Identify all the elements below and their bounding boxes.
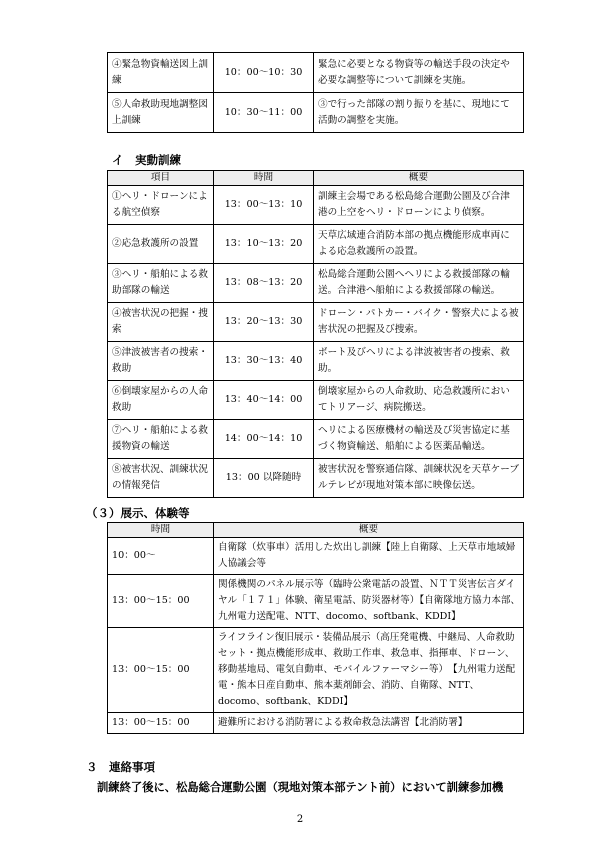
table-row [108,342,524,381]
section-contact-heading: ３ 連絡事項 [86,760,155,774]
table-row [108,538,524,575]
column-header-time: 時間 [214,171,314,186]
row-item: ⑤津波被害者の捜索・救助 [108,342,214,381]
row-summary: 自衛隊（炊事車）活用した炊出し訓練【陸上自衛隊、上天草市地域婦人協議会等 [214,538,524,575]
row-time: 13：00～15：00 [108,575,214,628]
row-time: 10：00～10：30 [214,53,314,93]
row-item: ⑦ヘリ・船舶による救援物資の輸送 [108,420,214,459]
row-time: 13：10～13：20 [214,225,314,264]
row-item: ②応急救護所の設置 [108,225,214,264]
table-row [108,381,524,420]
table-row [108,713,524,734]
row-summary: 松島総合運動公園へヘリによる救援部隊の輸送。合津港へ船舶による救援部隊の輸送。 [314,264,524,303]
contact-paragraph: 訓練終了後に、松島総合運動公園（現地対策本部テント前）において訓練参加機 [97,781,504,794]
table-row [108,225,524,264]
row-item: ⑧被害状況、訓練状況の情報発信 [108,459,214,498]
row-time: 13：00～15：00 [108,628,214,713]
row-summary: 緊急に必要となる物資等の輸送手段の決定や必要な調整等について訓練を実施。 [314,53,524,93]
table-row [108,93,524,133]
row-summary: ヘリによる医療機材の輸送及び災害協定に基づく物資輸送、船舶による医薬品輸送。 [314,420,524,459]
column-header-item: 項目 [108,171,214,186]
page-number: 2 [296,814,304,825]
row-time: 13：40～14：00 [214,381,314,420]
row-item: ⑤人命救助現地調整図上訓練 [108,93,214,133]
row-time: 13：00 以降随時 [214,459,314,498]
column-header-summary: 概要 [314,171,524,186]
row-time: 13：00～13：10 [214,186,314,225]
row-time: 13：00～15：00 [108,713,214,734]
row-time: 13：08～13：20 [214,264,314,303]
row-summary: 天草広域連合消防本部の拠点機能形成車両による応急救護所の設置。 [314,225,524,264]
table-row [108,459,524,498]
section-i-heading: イ 実動訓練 [112,153,181,167]
table-row [108,628,524,713]
row-summary: 訓練主会場である松島総合運動公園及び合津港の上空をヘリ・ドローンにより偵察。 [314,186,524,225]
table-row [108,303,524,342]
table-row [108,420,524,459]
exhibition-table [107,522,524,734]
row-time: 13：20～13：30 [214,303,314,342]
row-time: 10：00～ [108,538,214,575]
table-row [108,264,524,303]
row-time: 10：30～11：00 [214,93,314,133]
table-row [108,575,524,628]
row-summary: 被害状況を警察通信隊、訓練状況を天草ケーブルテレビが現地対策本部に映像伝送。 [314,459,524,498]
row-time: 14：00～14：10 [214,420,314,459]
row-summary: ドローン・パトカー・バイク・警察犬による被害状況の把握及び捜索。 [314,303,524,342]
row-item: ⑥倒壊家屋からの人命救助 [108,381,214,420]
table-row [108,186,524,225]
column-header-time: 時間 [108,523,214,538]
row-summary: ボート及びヘリによる津波被害者の捜索、救助。 [314,342,524,381]
table-row [108,53,524,93]
row-time: 13：30～13：40 [214,342,314,381]
row-summary: ライフライン復旧展示・装備品展示（高圧発電機、中継局、人命救助セット・拠点機能形成車、救助工作車、救急車、指揮車、ドローン、移動基地局、電気自動車、モバイルファーマシー等） 【九州電力送配電・熊本日産自動車、熊本薬剤師会、消防、自衛隊、NTT、docomo、softbank、KDDI】 [214,628,524,713]
row-item: ④緊急物資輸送図上訓練 [108,53,214,93]
section-3-heading: （３）展示、体験等 [86,506,190,520]
row-summary: 関係機関のパネル展示等（臨時公衆電話の設置、ＮＴＴ災害伝言ダイヤル「１７１」体験、衛星電話、防災器材等）【自衛隊地方協力本部、 九州電力送配電、NTT、docomo、softbank、KDDI】 [214,575,524,628]
top-table [107,52,524,133]
row-item: ①ヘリ・ドローンによる航空偵察 [108,186,214,225]
row-summary: ③で行った部隊の割り振りを基に、現地にて活動の調整を実施。 [314,93,524,133]
field-training-table [107,170,524,498]
row-summary: 避難所における消防署による救命救急法講習【北消防署】 [214,713,524,734]
row-item: ③ヘリ・船舶による救助部隊の輸送 [108,264,214,303]
column-header-summary: 概要 [214,523,524,538]
row-summary: 倒壊家屋からの人命救助、応急救護所においてトリアージ、病院搬送。 [314,381,524,420]
row-item: ④被害状況の把握・捜索 [108,303,214,342]
